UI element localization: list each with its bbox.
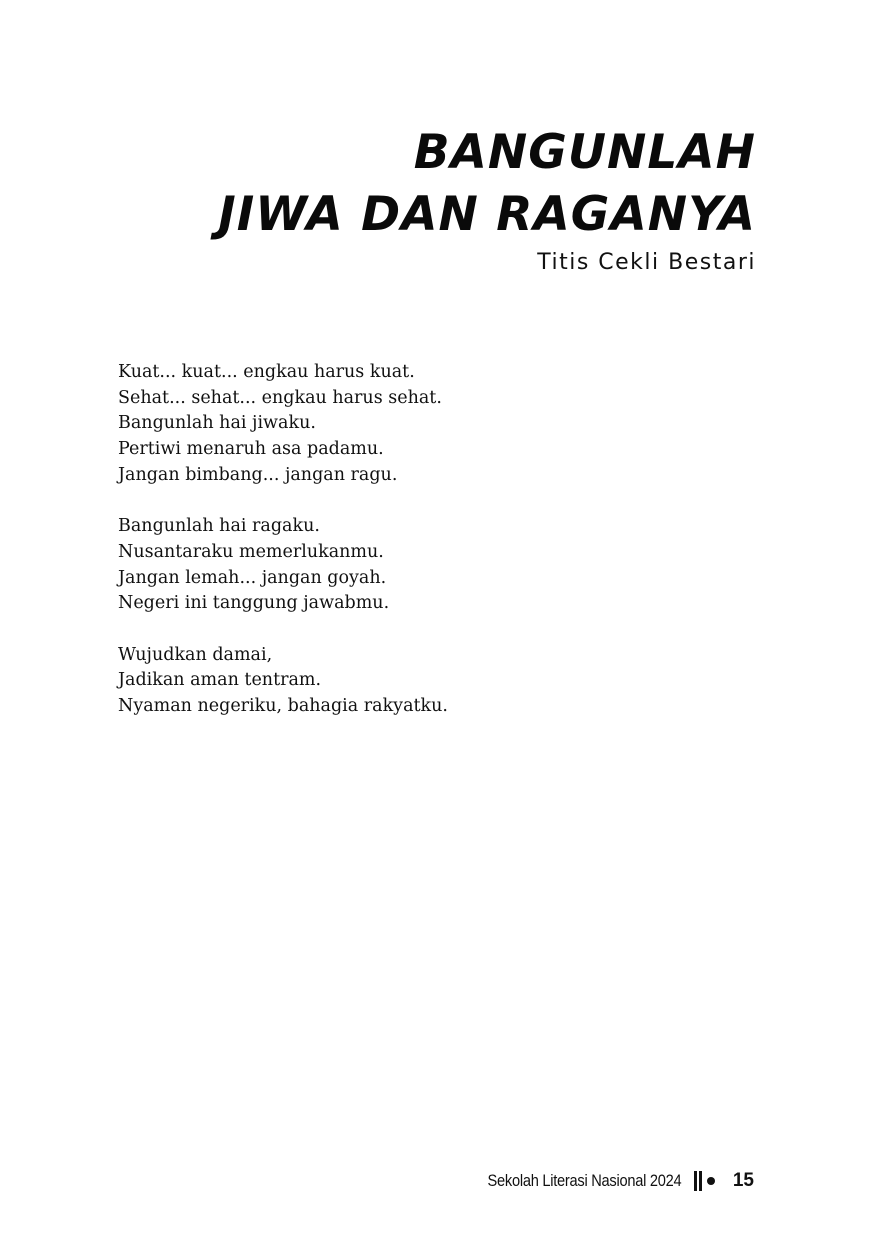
poem-line: Bangunlah hai jiwaku. bbox=[118, 413, 316, 434]
footer-separator-icon bbox=[694, 1171, 715, 1191]
poem-line: Jangan lemah... jangan goyah. bbox=[118, 567, 387, 588]
poem-line: Nyaman negeriku, bahagia rakyatku. bbox=[118, 696, 448, 717]
poem-header bbox=[218, 122, 756, 278]
poem-line: Nusantaraku memerlukanmu. bbox=[118, 541, 384, 562]
poem-body bbox=[118, 360, 448, 746]
page-number: 15 bbox=[732, 1170, 754, 1191]
poem-line: Kuat... kuat... engkau harus kuat. bbox=[118, 362, 415, 382]
poem-line: Jangan bimbang... jangan ragu. bbox=[118, 464, 398, 485]
publication-name: Sekolah Literasi Nasional 2024 bbox=[488, 1171, 682, 1190]
stanza-2 bbox=[118, 514, 448, 617]
author-name: Titis Cekli Bestari bbox=[537, 250, 756, 275]
poem-line: Bangunlah hai ragaku. bbox=[118, 516, 320, 537]
poem-line: Pertiwi menaruh asa padamu. bbox=[118, 439, 384, 460]
page-footer bbox=[456, 1170, 754, 1192]
poem-title-line-1: BANGUNLAH bbox=[413, 125, 756, 180]
poem-title-line-2: JIWA DAN RAGANYA bbox=[218, 187, 756, 242]
poem-line: Wujudkan damai, bbox=[118, 644, 273, 665]
poem-line: Negeri ini tanggung jawabmu. bbox=[118, 593, 390, 614]
stanza-3 bbox=[118, 643, 448, 720]
poem-line: Jadikan aman tentram. bbox=[118, 670, 322, 691]
stanza-1 bbox=[118, 360, 448, 489]
poem-line: Sehat... sehat... engkau harus sehat. bbox=[118, 387, 442, 408]
